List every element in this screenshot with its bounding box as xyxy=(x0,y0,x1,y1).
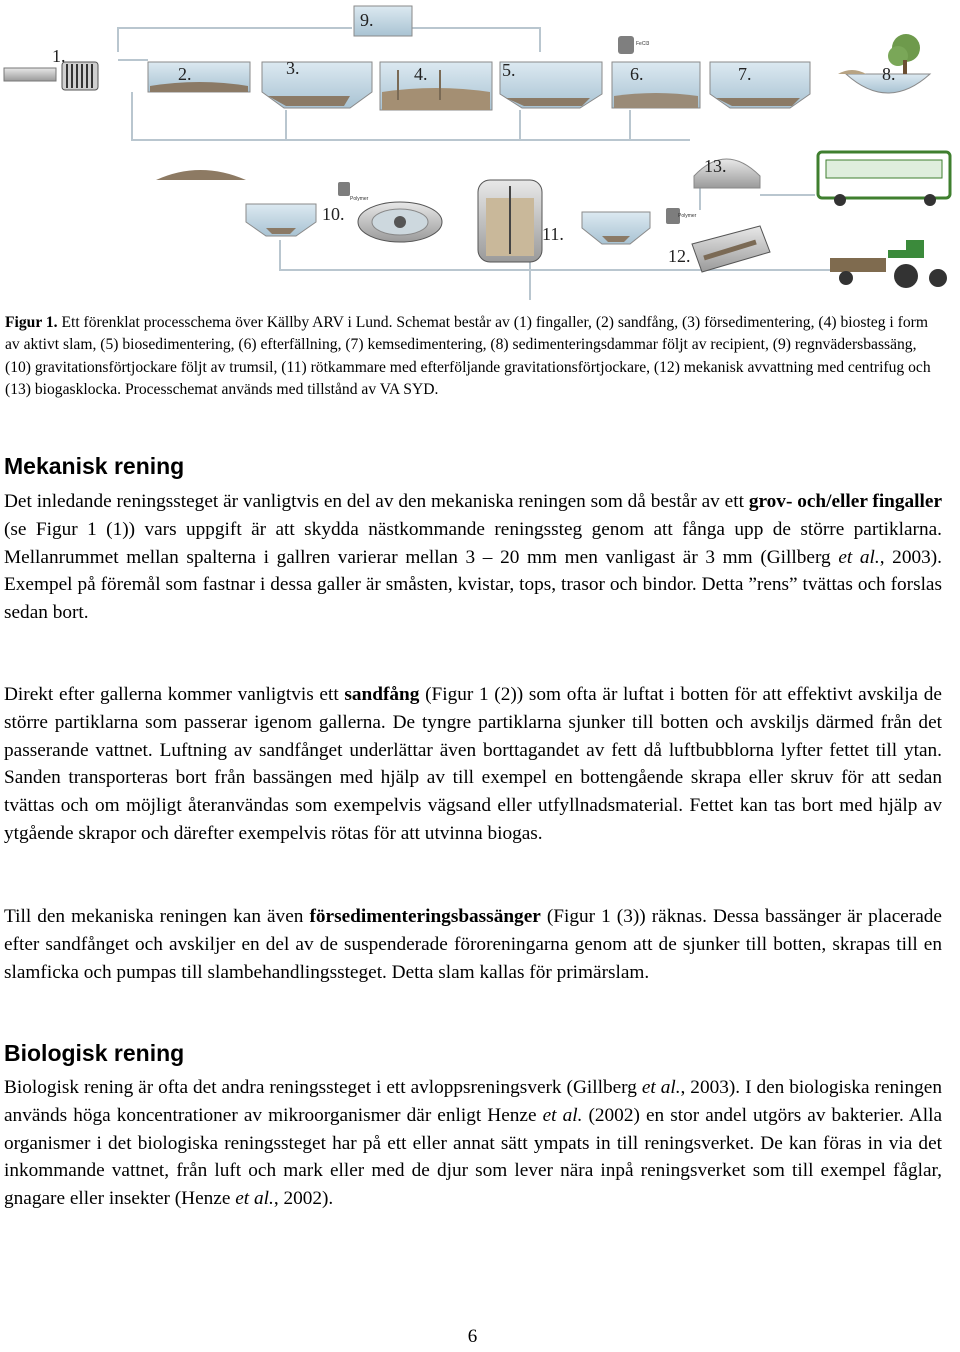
tractor-icon xyxy=(830,240,947,288)
activated-sludge-icon xyxy=(380,62,492,110)
chemical-precipitation-icon xyxy=(612,36,700,108)
heading-biologisk-rening: Biologisk rening xyxy=(4,1040,185,1066)
polymer-label-1: Polymer xyxy=(350,196,369,202)
grit-chamber-icon xyxy=(148,62,250,92)
stage-label-8: 8. xyxy=(882,64,896,84)
figure-caption xyxy=(5,312,945,402)
page-number: 6 xyxy=(467,1326,478,1347)
paragraph-1 xyxy=(4,488,942,627)
p4-italic-2: et al. xyxy=(542,1104,583,1126)
paragraph-3 xyxy=(4,903,942,986)
stage-label-10: 10. xyxy=(322,204,345,224)
p1-italic: et al. xyxy=(838,546,880,568)
process-diagram xyxy=(0,0,960,300)
p2-bold-term: sandfång xyxy=(344,684,420,705)
stage-label-12: 12. xyxy=(668,246,691,266)
stage-label-3: 3. xyxy=(286,58,300,78)
stage-label-13: 13. xyxy=(704,156,727,176)
caption-text: Ett förenklat processchema över Källby ARV i Lund. Schemat består av (1) fingaller, (2) sandfång, (3) försedimentering, (4) biosteg i form av aktivt slam, (5) biosedimentering, (6) efterfällning, (7) kemsedimentering, (8) sedimenteringsdammar följt av recipient, (9) regnvädersbassäng, (10) gravitationsförtjockare följt av trumsil, (11) rötkammare med efterföljande gravitationsförtjockare, (12) mekanisk avvattning med centrifug och (13) biogasklocka. Processchemat används med tillstånd av VA SYD. xyxy=(5,314,931,399)
digester-icon xyxy=(478,180,542,262)
p1-text-a: Det inledande reningssteget är vanligtvis en del av den mekaniska reningen som då består av ett xyxy=(4,491,749,512)
stage-label-11: 11. xyxy=(542,224,564,244)
heading-mekanisk-rening: Mekanisk rening xyxy=(4,453,185,479)
primary-sedimentation-icon xyxy=(262,62,372,108)
stage-labels xyxy=(52,10,896,266)
p4-italic-1: et al. xyxy=(641,1077,681,1098)
digester-thickener-icon xyxy=(582,212,650,244)
p4-text-g: , 2002). xyxy=(273,1188,334,1210)
p3-text-a: Till den mekaniska reningen kan även xyxy=(4,906,310,927)
chemical-label: FeCl3 xyxy=(636,41,650,47)
p4-italic-3: et al. xyxy=(235,1188,274,1210)
fine-screen-icon xyxy=(4,62,98,90)
stage-label-7: 7. xyxy=(738,64,752,84)
bus-icon xyxy=(818,152,950,206)
p4-text-a: Biologisk rening är ofta det andra reningssteget i ett avloppsreningsverk (Gillberg xyxy=(4,1077,642,1098)
stage-label-5: 5. xyxy=(502,60,516,80)
chemical-sedimentation-icon xyxy=(710,62,810,108)
p3-text-c: (Figur 1 (3)) räknas. Dessa bassänger är placerade efter sandfånget och avskiljer en del av de suspenderade föroreningarna genom att de sjunker till botten, skrapas till en slamficka och pumpas till slambehandlingssteget. Detta slam kallas för primärslam. xyxy=(4,906,942,983)
p1-text-c: (se Figur 1 (1)) vars uppgift är att skydda nästkommande reningssteg genom att fånga upp de större partiklarna. Mellanrummet mellan spalterna i gallren varierar mellan 3 – 20 mm men vanligast är 3 mm (Gillberg xyxy=(4,518,942,568)
sludge-pile-icon xyxy=(156,170,246,180)
stage-label-1: 1. xyxy=(52,46,66,66)
paragraph-2 xyxy=(4,681,942,848)
stage-label-4: 4. xyxy=(414,64,428,84)
stage-label-9: 9. xyxy=(360,10,374,30)
paragraph-4 xyxy=(4,1074,942,1213)
p4-text-c: , 2003). I den biologiska reningen används höga koncentrationer av mikroorganismer där enligt Henze xyxy=(4,1077,942,1126)
drum-screen-icon xyxy=(358,202,442,242)
p2-text-a: Direkt efter gallerna kommer vanligtvis ett xyxy=(4,684,345,705)
p2-text-c: (Figur 1 (2)) som ofta är luftat i botten för att effektivt avskilja de större partiklarna som passerar igenom gallerna. De tyngre partiklarna sjunker till botten och avskiljs därmed från det passerande vattnet. Luftning av sandfånget underlättar även borttagandet av fett då luftbubblorna lyfter fettet till ytan. Sanden transporteras bort från bassängen med hjälp av till exempel en bottengående skrapa eller skruv för att sedan tvättas och om möjligt återanvändas som exempelvis vägsand eller utfyllnadsmaterial. Fettet kan tas bort med hjälp av ytgående skrapor och därefter exempelvis rötas för att utvinna biogas. xyxy=(4,684,942,844)
p1-bold-term: grov- och/eller fingaller xyxy=(748,491,943,512)
stage-label-6: 6. xyxy=(630,64,644,84)
p1-text-e: , 2003). Exempel på föremål som fastnar i dessa galler är småsten, kvistar, tops, trasor och bindor. Detta ”rens” tvättas och forslas sedan bort. xyxy=(4,546,942,624)
caption-prefix: Figur 1. xyxy=(5,314,58,331)
p3-bold-term: försedimenteringsbassänger xyxy=(309,906,541,927)
p4-text-e: (2002) en stor andel utgörs av bakterier. Alla organismer i det biologiska reningssteget har på ett eller annat sätt ympats in till reningsverket. De kan föras in via det inkommande vattnet, från luft och mark eller med de djur som lever nära inpå reningsverket som till exempel fåglar, gnagare eller insekter (Henze xyxy=(4,1104,943,1210)
stage-label-2: 2. xyxy=(178,64,192,84)
polymer-label-2: Polymer xyxy=(678,213,697,219)
